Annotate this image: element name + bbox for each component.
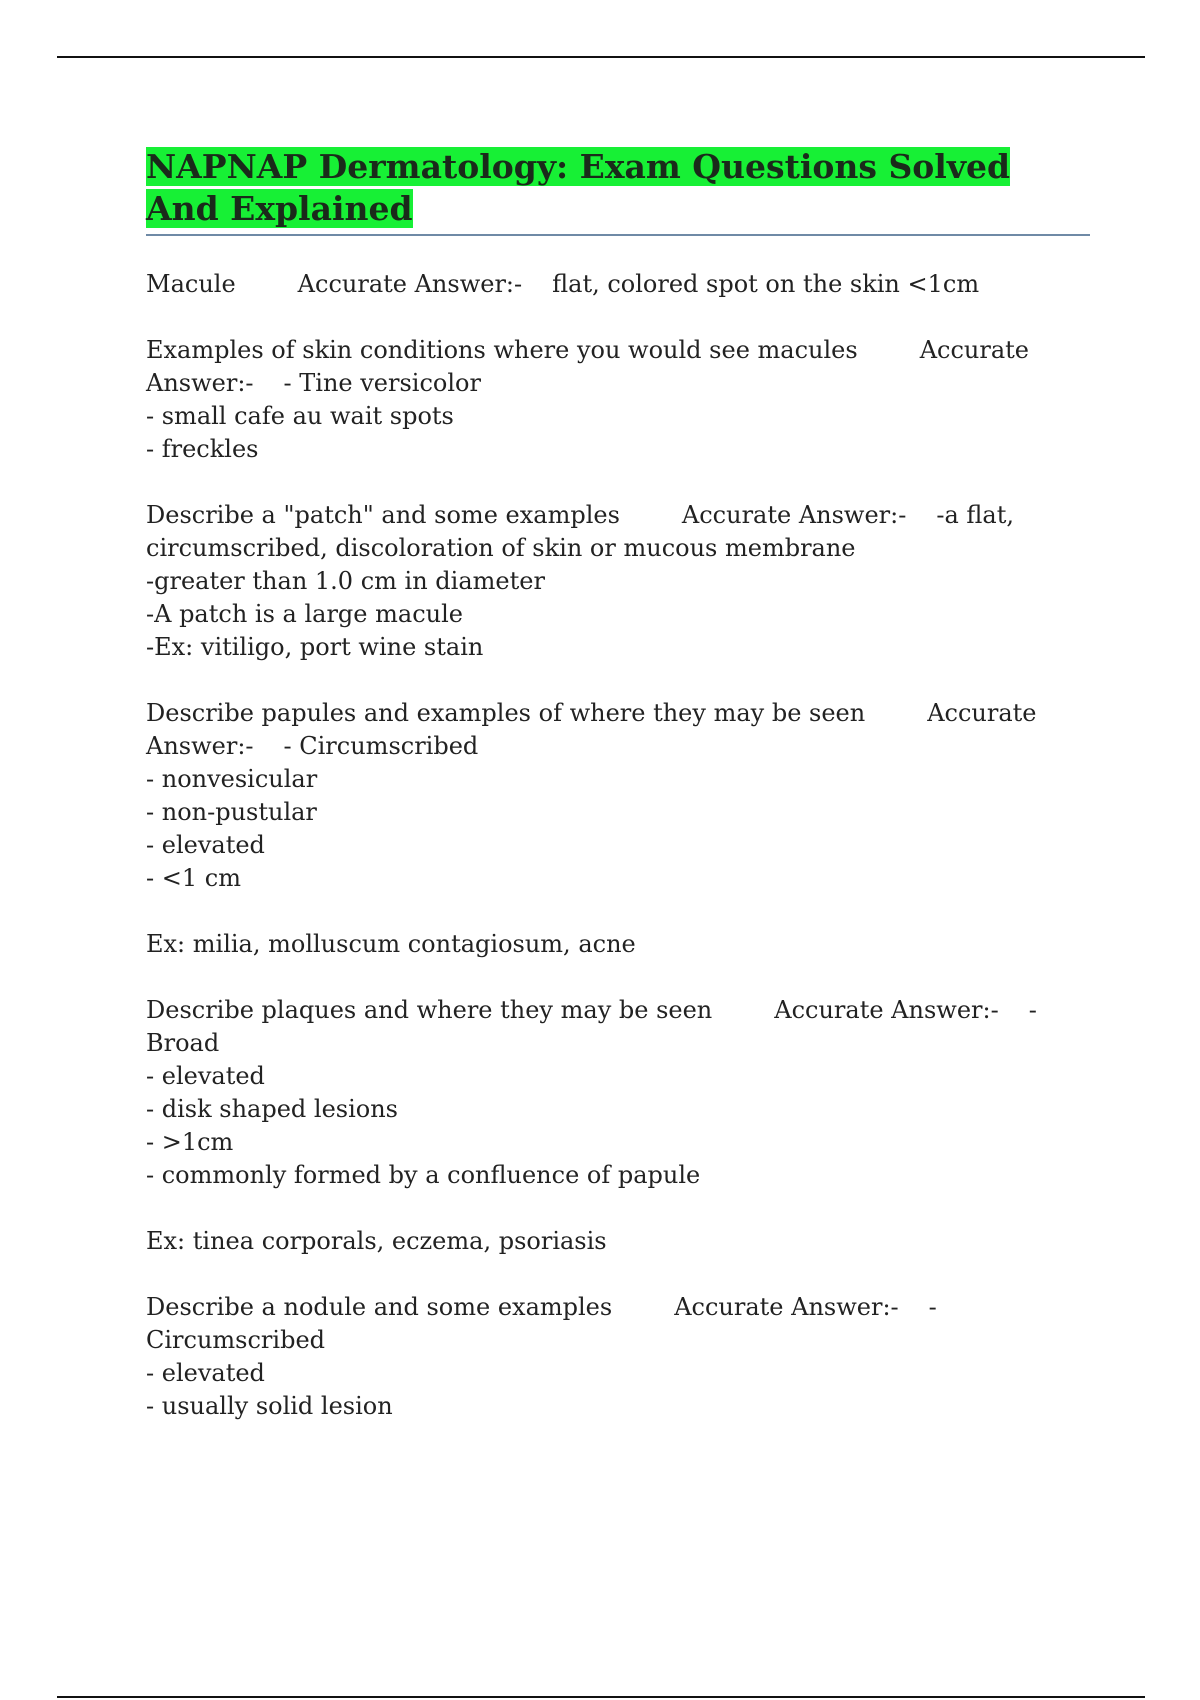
- answer-text: - Circumscribed - elevated - usually solid lesion: [146, 1293, 937, 1420]
- answer-text: flat, colored spot on the skin <1cm: [552, 270, 980, 298]
- answer-label: Accurate Answer:-: [146, 699, 1045, 760]
- page-bottom-rule: [57, 1696, 1145, 1698]
- example-line: Ex: milia, molluscum contagiosum, acne: [146, 930, 636, 958]
- question-text: Macule: [146, 270, 236, 298]
- qa-entry: [146, 1291, 1090, 1423]
- answer-text: - Broad - elevated - disk shaped lesions - >1cm - commonly formed by a confluence of papule: [146, 996, 1037, 1189]
- answer-text: -a flat, circumscribed, discoloration of skin or mucous membrane -greater than 1.0 cm in diameter -A patch is a large macule -Ex: vitiligo, port wine stain: [146, 501, 1014, 661]
- answer-text: - Tine versicolor - small cafe au wait spots - freckles: [146, 369, 481, 463]
- qa-entry: [146, 499, 1090, 664]
- document-body: [146, 146, 1090, 1456]
- answer-label: Accurate Answer:-: [146, 336, 1037, 397]
- qa-list: [146, 268, 1090, 1423]
- question-text: Examples of skin conditions where you would see macules: [146, 336, 858, 364]
- question-text: Describe plaques and where they may be seen: [146, 996, 713, 1024]
- answer-label: Accurate Answer:-: [674, 1293, 899, 1321]
- answer-text: - Circumscribed - nonvesicular - non-pustular - elevated - <1 cm: [146, 732, 479, 892]
- document-title: [146, 146, 1086, 232]
- answer-label: Accurate Answer:-: [297, 270, 523, 298]
- qa-entry: [146, 697, 1090, 895]
- answer-label: Accurate Answer:-: [681, 501, 907, 529]
- question-text: Describe a nodule and some examples: [146, 1293, 613, 1321]
- qa-entry: [146, 994, 1090, 1192]
- qa-entry: [146, 334, 1090, 466]
- qa-entry: [146, 268, 1090, 301]
- question-text: Describe a "patch" and some examples: [146, 501, 620, 529]
- question-text: Describe papules and examples of where they may be seen: [146, 699, 866, 727]
- answer-label: Accurate Answer:-: [774, 996, 999, 1024]
- document-title-text: NAPNAP Dermatology: Exam Questions Solved And Explained: [146, 147, 1011, 228]
- title-underline: [146, 234, 1090, 236]
- example-line: Ex: tinea corporals, eczema, psoriasis: [146, 1227, 607, 1255]
- page-top-rule: [57, 56, 1145, 58]
